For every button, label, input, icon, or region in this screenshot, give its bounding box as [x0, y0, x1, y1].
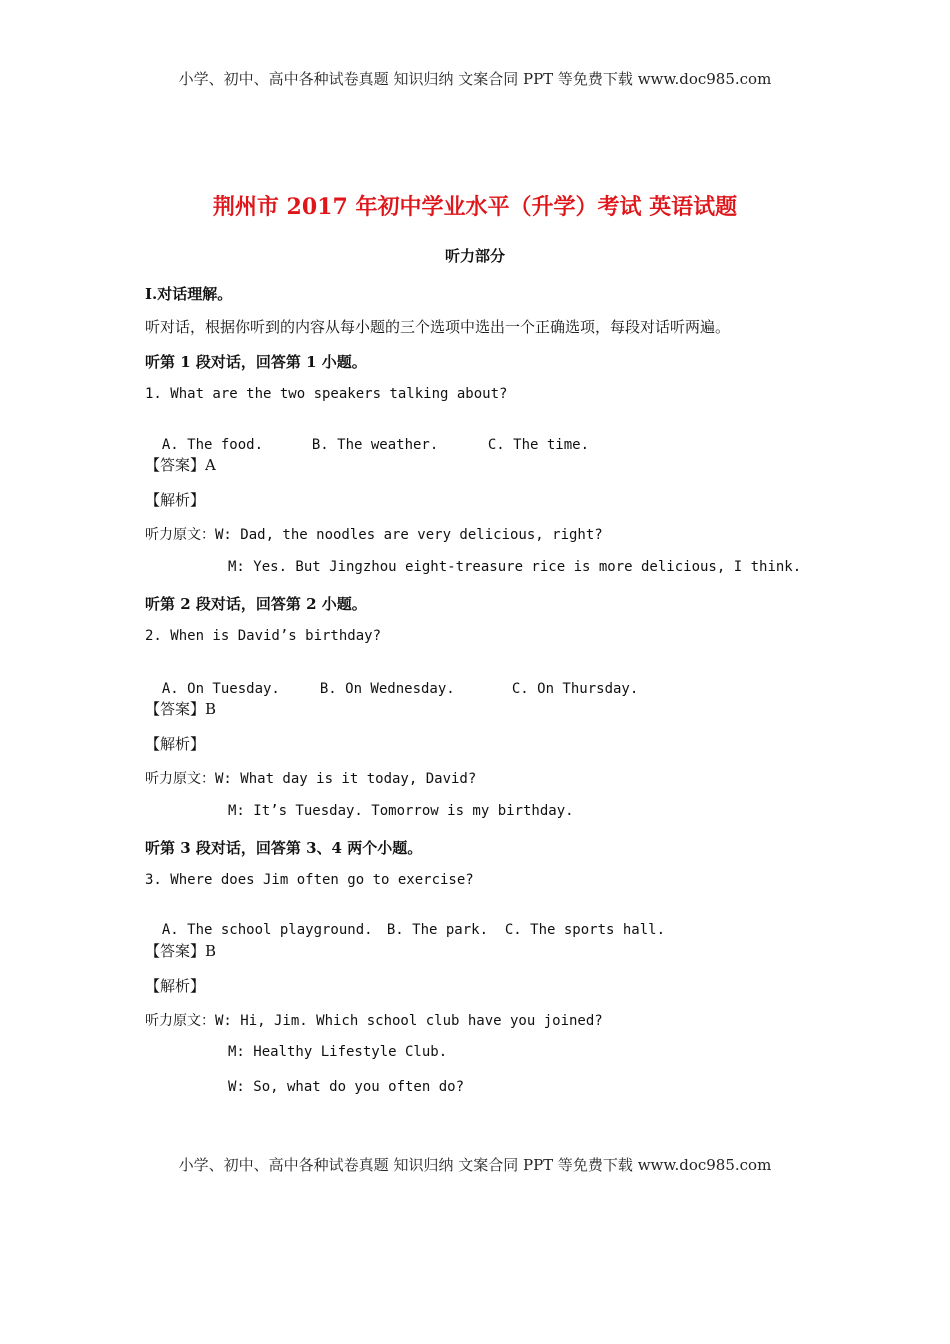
- question-1-options: [145, 421, 589, 453]
- instruction: 听对话，根据你听到的内容从每小题的三个选项中选出一个正确选项，每段对话听两遍。: [145, 318, 731, 336]
- option-c: C. On Thursday.: [511, 681, 639, 697]
- analysis-1: 【解析】: [145, 491, 206, 509]
- question-2: 2. When is David’s birthday?: [145, 628, 382, 644]
- page-footer: 小学、初中、高中各种试卷真题 知识归纳 文案合同 PPT 等免费下载 www.doc985.com: [178, 1156, 772, 1174]
- script-3-line-1: 听力原文：W: Hi, Jim. Which school club have you joined?: [145, 1013, 603, 1029]
- part-title: I.对话理解。: [145, 285, 233, 303]
- script-3-line-2: M: Healthy Lifestyle Club.: [228, 1044, 448, 1060]
- analysis-3: 【解析】: [145, 977, 206, 995]
- option-b: B. The park.: [386, 922, 489, 938]
- question-1: 1. What are the two speakers talking about?: [145, 386, 508, 402]
- exam-title: 荆州市 2017 年初中学业水平（升学）考试 英语试题: [212, 194, 738, 220]
- answer-1: 【答案】A: [145, 456, 216, 474]
- dialog2-heading: 听第 2 段对话，回答第 2 小题。: [145, 595, 367, 613]
- option-a: A. The food.: [161, 437, 264, 453]
- script-1-line-1: 听力原文：W: Dad, the noodles are very delicious, right?: [145, 527, 603, 543]
- analysis-2: 【解析】: [145, 735, 206, 753]
- question-2-options: [145, 665, 638, 697]
- option-a: A. On Tuesday.: [161, 681, 280, 697]
- script-3-line-3: W: So, what do you often do?: [228, 1079, 465, 1095]
- answer-2: 【答案】B: [145, 700, 217, 718]
- page-header: 小学、初中、高中各种试卷真题 知识归纳 文案合同 PPT 等免费下载 www.doc985.com: [178, 70, 772, 88]
- dialog1-heading: 听第 1 段对话，回答第 1 小题。: [145, 353, 367, 371]
- answer-3: 【答案】B: [145, 942, 217, 960]
- dialog3-heading: 听第 3 段对话，回答第 3、4 两个小题。: [145, 839, 423, 857]
- script-1-line-2: M: Yes. But Jingzhou eight-treasure rice is more delicious, I think.: [228, 559, 802, 575]
- section-heading: 听力部分: [444, 247, 505, 265]
- option-b: B. The weather.: [311, 437, 439, 453]
- question-3: 3. Where does Jim often go to exercise?: [145, 872, 474, 888]
- option-c: C. The time.: [487, 437, 590, 453]
- script-2-line-1: 听力原文：W: What day is it today, David?: [145, 771, 477, 787]
- option-a: A. The school playground.: [161, 922, 373, 938]
- script-2-line-2: M: It’s Tuesday. Tomorrow is my birthday.: [228, 803, 574, 819]
- option-b: B. On Wednesday.: [319, 681, 455, 697]
- question-3-options: [145, 906, 665, 938]
- option-c: C. The sports hall.: [504, 922, 666, 938]
